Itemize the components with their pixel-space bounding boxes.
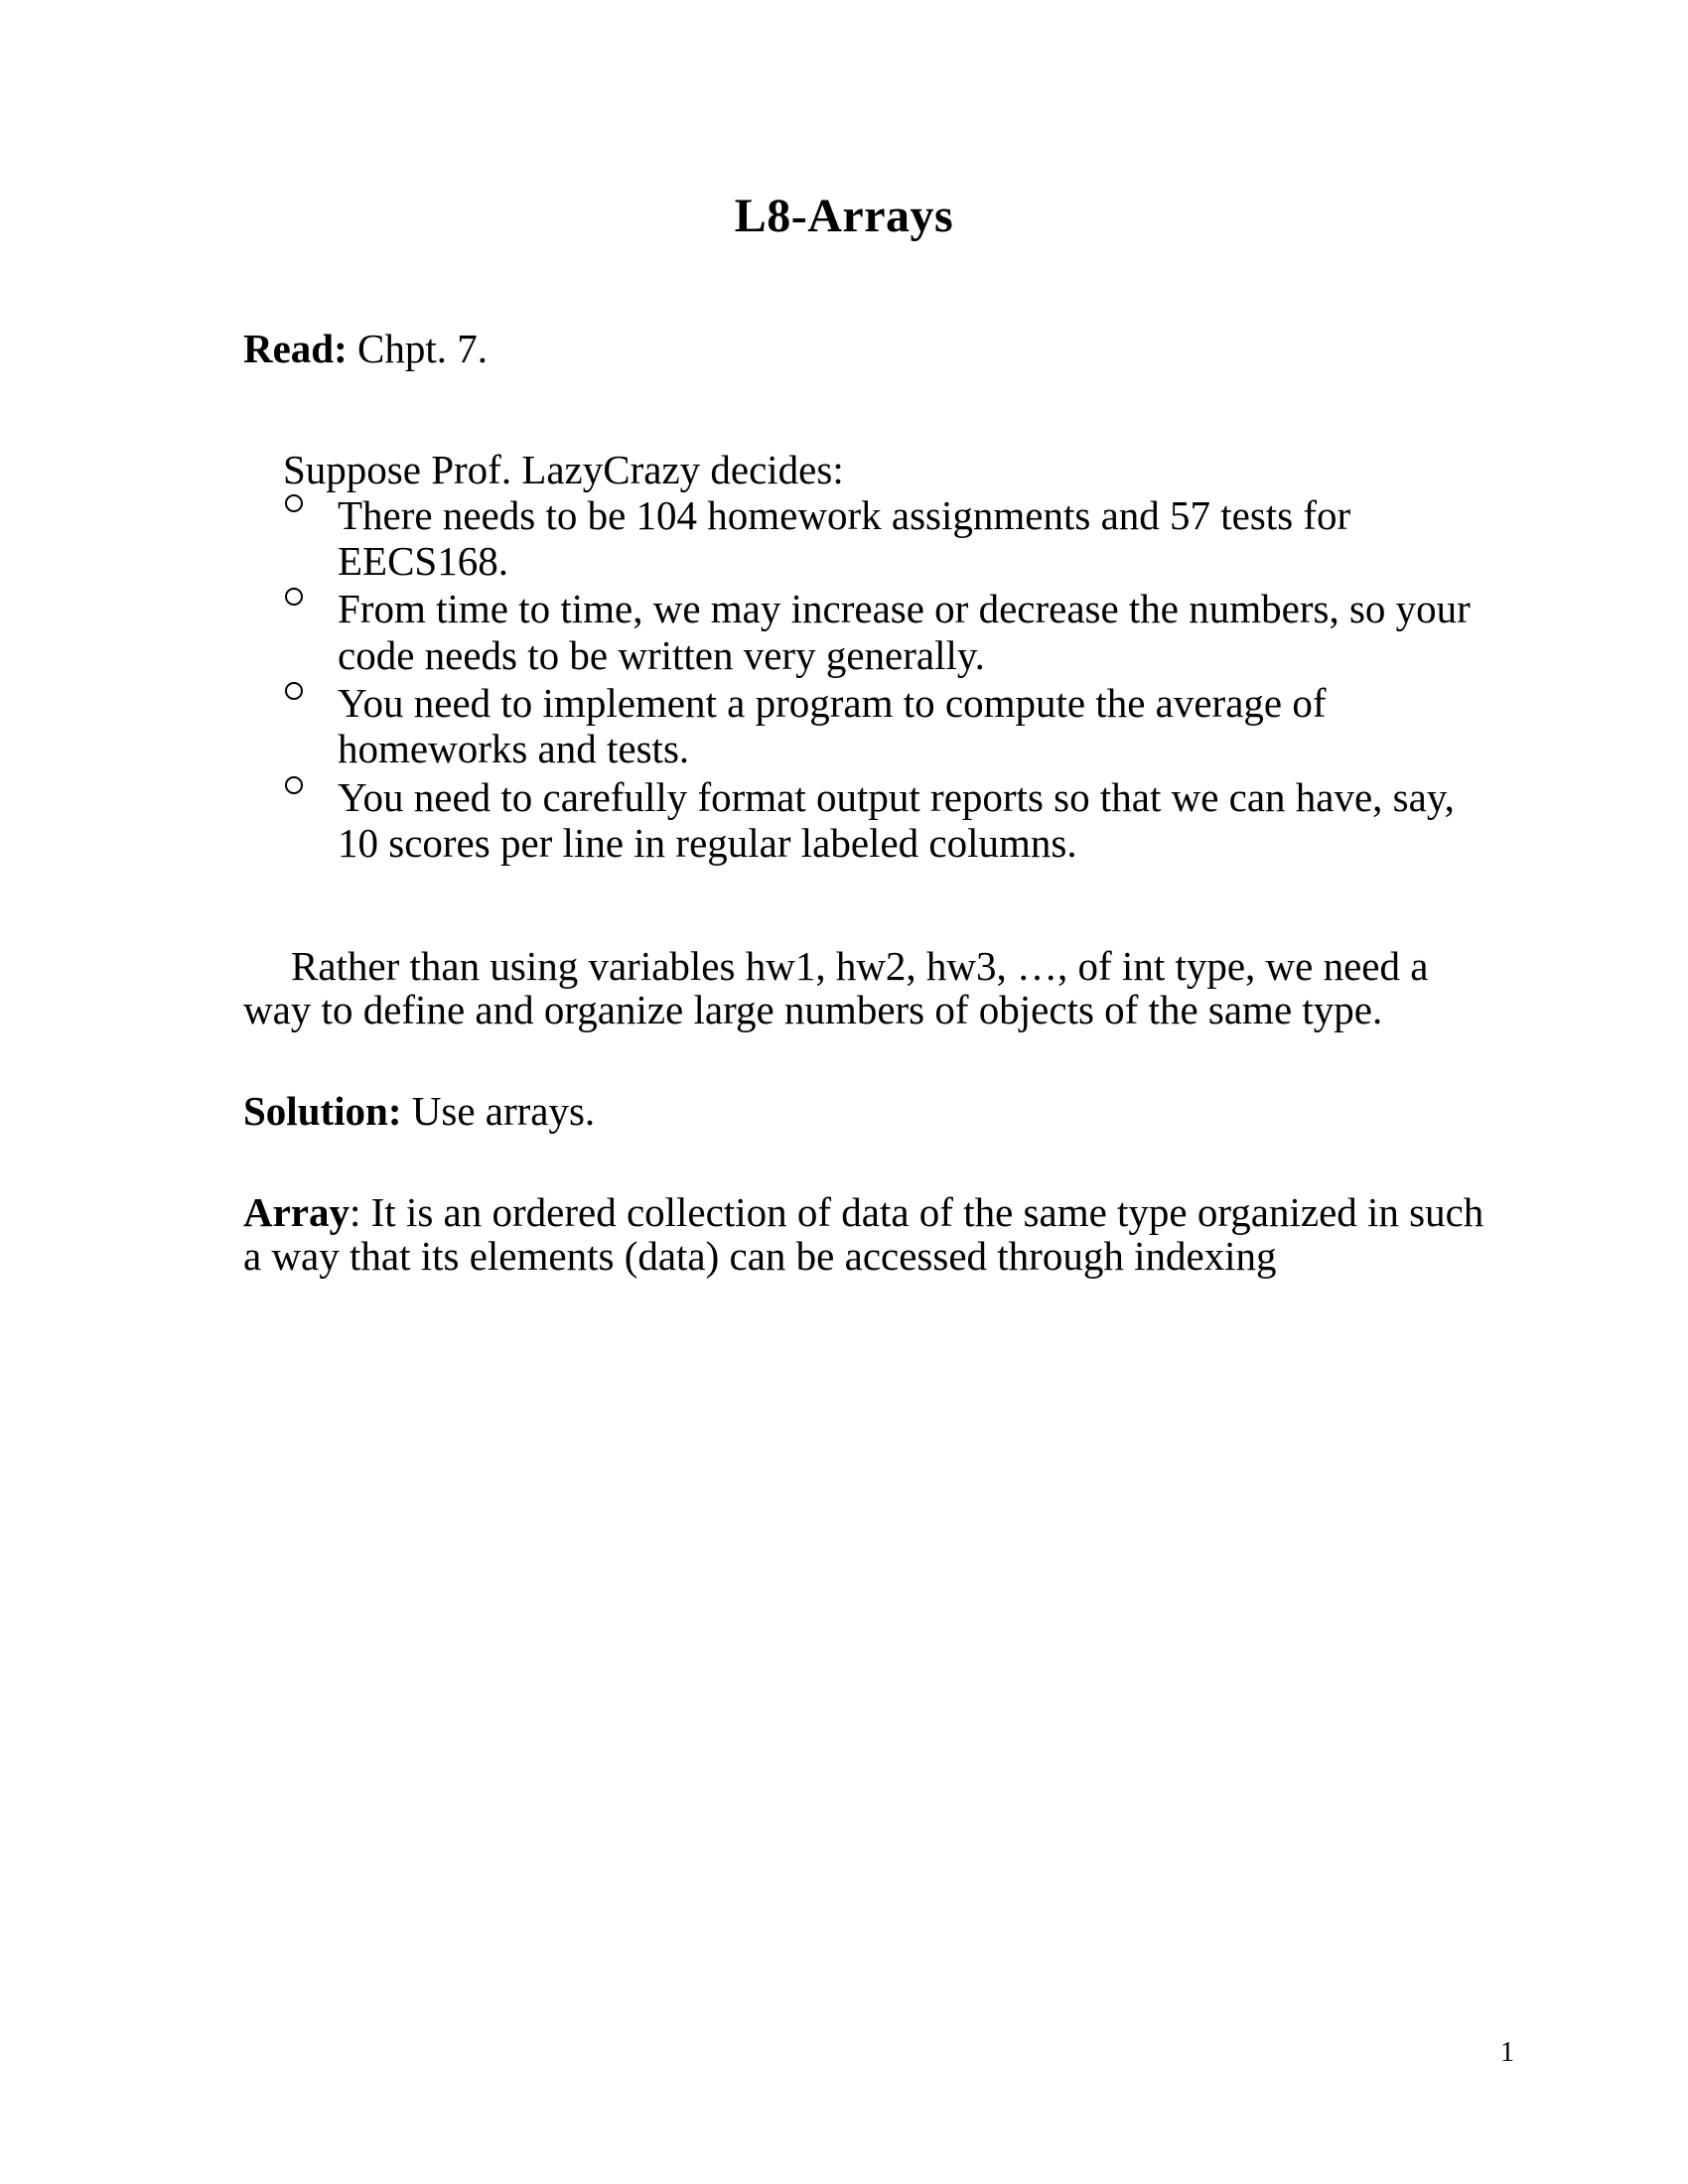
- decisions-list: [283, 492, 1504, 867]
- hollow-circle-icon: [285, 682, 303, 700]
- spacer: [243, 868, 1504, 945]
- page-number: 1: [1500, 2037, 1514, 2068]
- hollow-circle-icon: [285, 588, 303, 606]
- page-title: L8-Arrays: [734, 190, 954, 242]
- list-item: [283, 586, 1504, 678]
- read-label: Read:: [243, 326, 348, 371]
- list-item-text: From time to time, we may increase or decrease the numbers, so your code needs to be written very generally.: [338, 586, 1471, 678]
- document-body: [243, 328, 1504, 1279]
- hollow-circle-icon: [285, 494, 303, 512]
- spacer: [243, 1032, 1504, 1090]
- list-intro: Suppose Prof. LazyCrazy decides:: [283, 446, 844, 492]
- list-item: [283, 774, 1504, 867]
- list-item: [283, 492, 1504, 585]
- read-value: Chpt. 7.: [357, 326, 489, 371]
- spacer: [243, 371, 1504, 449]
- spacer: [243, 1134, 1504, 1191]
- array-definition: [243, 1188, 1504, 1279]
- list-item-text: You need to implement a program to compute the average of homeworks and tests.: [338, 680, 1327, 772]
- solution-value: Use arrays.: [411, 1088, 596, 1135]
- paragraph-rather-than: Rather than using variables hw1, hw2, hw3, …, of int type, we need a way to define and organize large numbers of objects of the same type.: [243, 943, 1429, 1033]
- list-item-text: There needs to be 104 homework assignments and 57 tests for EECS168.: [338, 491, 1351, 585]
- array-label: Array: [243, 1188, 351, 1235]
- array-definition-text: : It is an ordered collection of data of the same type organized in such a way that its elements (data) can be accessed through indexing: [243, 1188, 1484, 1279]
- list-item-text: You need to carefully format output reports so that we can have, say, 10 scores per line in regular labeled columns.: [338, 773, 1455, 867]
- hollow-circle-icon: [285, 776, 303, 794]
- list-item: [283, 680, 1504, 772]
- solution-line: [243, 1090, 1504, 1134]
- solution-label: Solution:: [243, 1088, 402, 1135]
- read-line: [243, 328, 1504, 371]
